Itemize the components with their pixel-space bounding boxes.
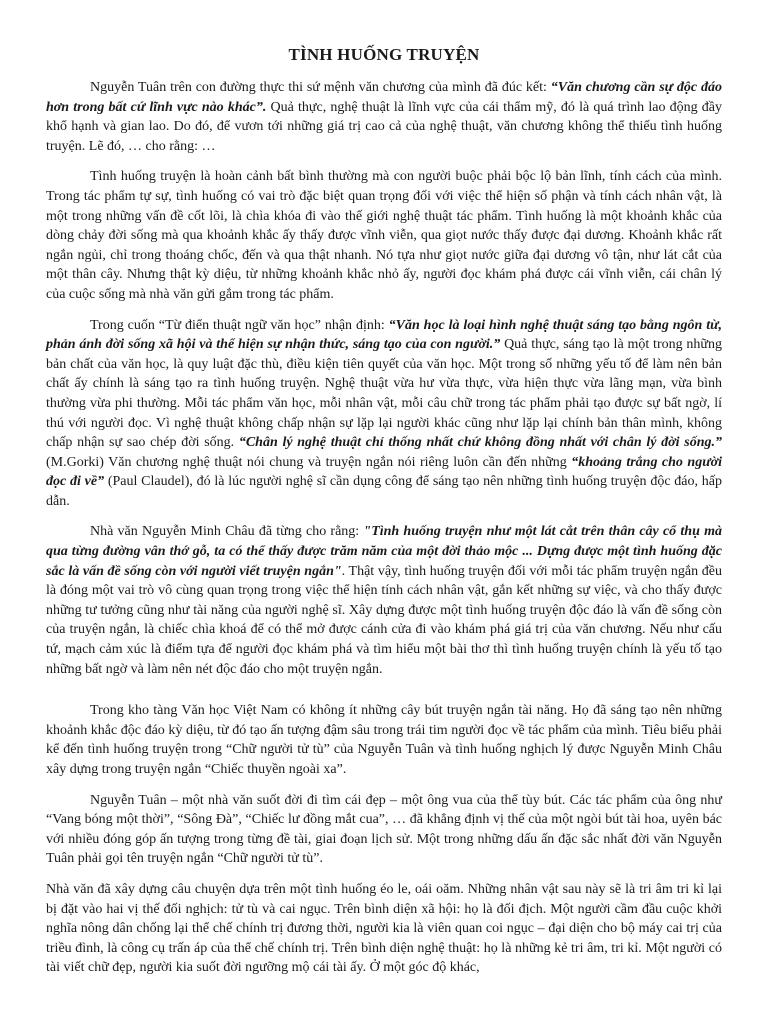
paragraph-text: Quả thực, nghệ thuật là lĩnh vực của cái thẩm mỹ, đó là quá trình lao động đầy khổ hạnh và gian lao. Do đó, để vươn tới những giá trị cao cả của nghệ thuật, văn chương không thể thiếu tình huống truyện. Lẽ đó, … cho rằng: …	[46, 99, 722, 154]
quotation: "Tình huống truyện như một lát cắt trên thân cây cổ thụ mà qua từng đường vân thớ gỗ, ta có thể thấy được trăm năm của một đời thảo mộc ... Dựng được một tình huống đặc sắc là vấn đề sống còn với người viết truyện ngắn"	[46, 524, 722, 579]
paragraph-text: Quả thực, sáng tạo là một trong những bản chất của văn học, là quy luật đặc thù, điều kiện tiên quyết của văn học. Một trong số những yếu tố để làm nên bản chất ấy chính là sáng tạo ra tình huống truyện. Nghệ thuật vừa hư vừa thực, vừa hiện thực vừa lãng mạn, vừa bình thường vừa phi thường. Mỗi tác phẩm văn học, mỗi nhân vật, mỗi câu chữ trong tác phẩm phải tạo được sự bất ngờ, lí thú với người đọc. Vì nghệ thuật không chấp nhận sự lặp lại người khác cũng như lặp lại chính bản thân mình, không chấp nhận sự sao chép đời sống.	[46, 337, 722, 451]
quotation: “Chân lý nghệ thuật chỉ thống nhất chứ không đồng nhất với chân lý đời sống.”	[238, 435, 722, 451]
paragraph-7	[46, 880, 722, 978]
document-title: TÌNH HUỐNG TRUYỆN	[288, 45, 480, 64]
paragraph-5	[46, 701, 722, 779]
paragraph-6	[46, 791, 722, 869]
paragraph-text: Nhà văn đã xây dựng câu chuyện dựa trên một tình huống éo le, oái oăm. Những nhân vật sau này sẽ là tri âm tri kỉ lại bị đặt vào hai vị thế đối nghịch: tử tù và cai ngục. Trên bình diện xã hội: họ là đối địch. Một người cầm đầu cuộc khởi nghĩa nông dân chống lại thể chế chính trị đương thời, người kia là viên quan coi ngục – đại diện cho bộ máy cai trị của triều đình, là công cụ trấn áp của thể chế chính trị. Trên bình diện nghệ thuật: họ là những kẻ tri âm, tri kỉ. Một người có tài viết chữ đẹp, người kia suốt đời ngưỡng mộ cái tài ấy. Ở một góc độ khác,	[46, 881, 722, 976]
paragraph-text: . Thật vậy, tình huống truyện đối với mỗi tác phẩm truyện ngắn đều là đóng một vai trò vô cùng quan trọng trong việc thể hiện tính cách nhân vật, gắn kết những sự việc, và cho thấy được những tư tưởng cũng như tài năng của người nghệ sĩ. Xây dựng được một tình huống truyện độc đáo là vấn đề sống còn của truyện ngắn, là chiếc chìa khoá để có thể mở được cánh cửa đi vào khám phá giá trị của văn chương. Nếu như cấu tứ, mạch cảm xúc là điểm tựa để người đọc khám phá và tìm hiểu một bài thơ thì tình huống truyện chính là yếu tố tạo những bất ngờ và làm nên nét độc đáo cho một truyện ngắn.	[46, 563, 722, 677]
paragraph-text: Nhà văn Nguyễn Minh Châu đã từng cho rằng:	[90, 524, 364, 540]
quotation: “Văn chương cần sự độc đáo hơn trong bất cứ lĩnh vực nào khác”.	[46, 80, 722, 115]
paragraph-2	[46, 167, 722, 304]
paragraph-text: Nguyễn Tuân – một nhà văn suốt đời đi tìm cái đẹp – một ông vua của thể tùy bút. Các tác phẩm của ông như “Vang bóng một thời”, “Sông Đà”, “Chiếc lư đồng mắt cua”, … đã khẳng định vị thế của một ngòi bút tài hoa, uyên bác với nhiều đóng góp ấn tượng trong từng đề tài, giai đoạn lịch sử. Một trong những dấu ấn đặc sắc nhất đời văn Nguyễn Tuân phải gọi tên truyện ngắn “Chữ người tử tù”.	[46, 792, 722, 867]
paragraph-text: Tình huống truyện là hoàn cảnh bất bình thường mà con người buộc phải bộc lộ bản lĩnh, tính cách của mình. Trong tác phẩm tự sự, tình huống có vai trò đặc biệt quan trọng đối với việc thể hiện số phận và tính cách nhân vật, là một trong những vấn đề cốt lõi, là chìa khóa đi vào thế giới nghệ thuật tác phẩm. Tình huống là một khoảnh khắc của dòng chảy đời sống mà qua khoảnh khắc ấy thấy được vĩnh viễn, qua giọt nước thấy được đại dương. Khoảnh khắc rất ngắn ngủi, chỉ trong thoáng chốc, đến và qua thật nhanh. Nó tựa như giọt nước giữa đại dương vô tận, như lát cắt của một thân cây. Nhưng thật kỳ diệu, từ những khoảnh khắc nhỏ ấy, người đọc khám phá được cái vĩnh viễn, cái chân lý của cuộc sống mà nhà văn gửi gắm trong tác phẩm.	[46, 169, 722, 302]
paragraph-1	[46, 78, 722, 156]
quotation: “khoảng trắng cho người đọc đi về”	[46, 454, 722, 490]
paragraph-text: Trong cuốn “Từ điển thuật ngữ văn học” nhận định:	[90, 317, 389, 333]
paragraph-text: (Paul Claudel), đó là lúc người nghệ sĩ cần dụng công để sáng tạo nên những tình huống truyện độc đáo, hấp dẫn.	[46, 474, 723, 509]
paragraph-4	[46, 522, 722, 679]
quotation: “Văn học là loại hình nghệ thuật sáng tạo bằng ngôn từ, phản ánh đời sống xã hội và thể hiện sự nhận thức, sáng tạo của con người.”	[46, 317, 722, 353]
paragraph-text: Nguyễn Tuân trên con đường thực thi sứ mệnh văn chương của mình đã đúc kết:	[90, 80, 551, 95]
paragraph-text: (M.Gorki) Văn chương nghệ thuật nói chung và truyện ngắn nói riêng luôn cần đến những	[46, 454, 572, 470]
paragraph-3	[46, 316, 722, 512]
paragraph-text: Trong kho tàng Văn học Việt Nam có không ít những cây bút truyện ngắn tài năng. Họ đã sáng tạo nên những khoảnh khắc độc đáo kỳ diệu, từ đó tạo ấn tượng đậm sâu trong trái tim người đọc về tác phẩm của mình. Tiêu biểu phải kể đến tình huống truyện trong “Chữ người tử tù” của Nguyễn Tuân và tình huống nghịch lý được Nguyễn Minh Châu xây dựng trong truyện ngắn “Chiếc thuyền ngoài xa”.	[46, 703, 722, 777]
